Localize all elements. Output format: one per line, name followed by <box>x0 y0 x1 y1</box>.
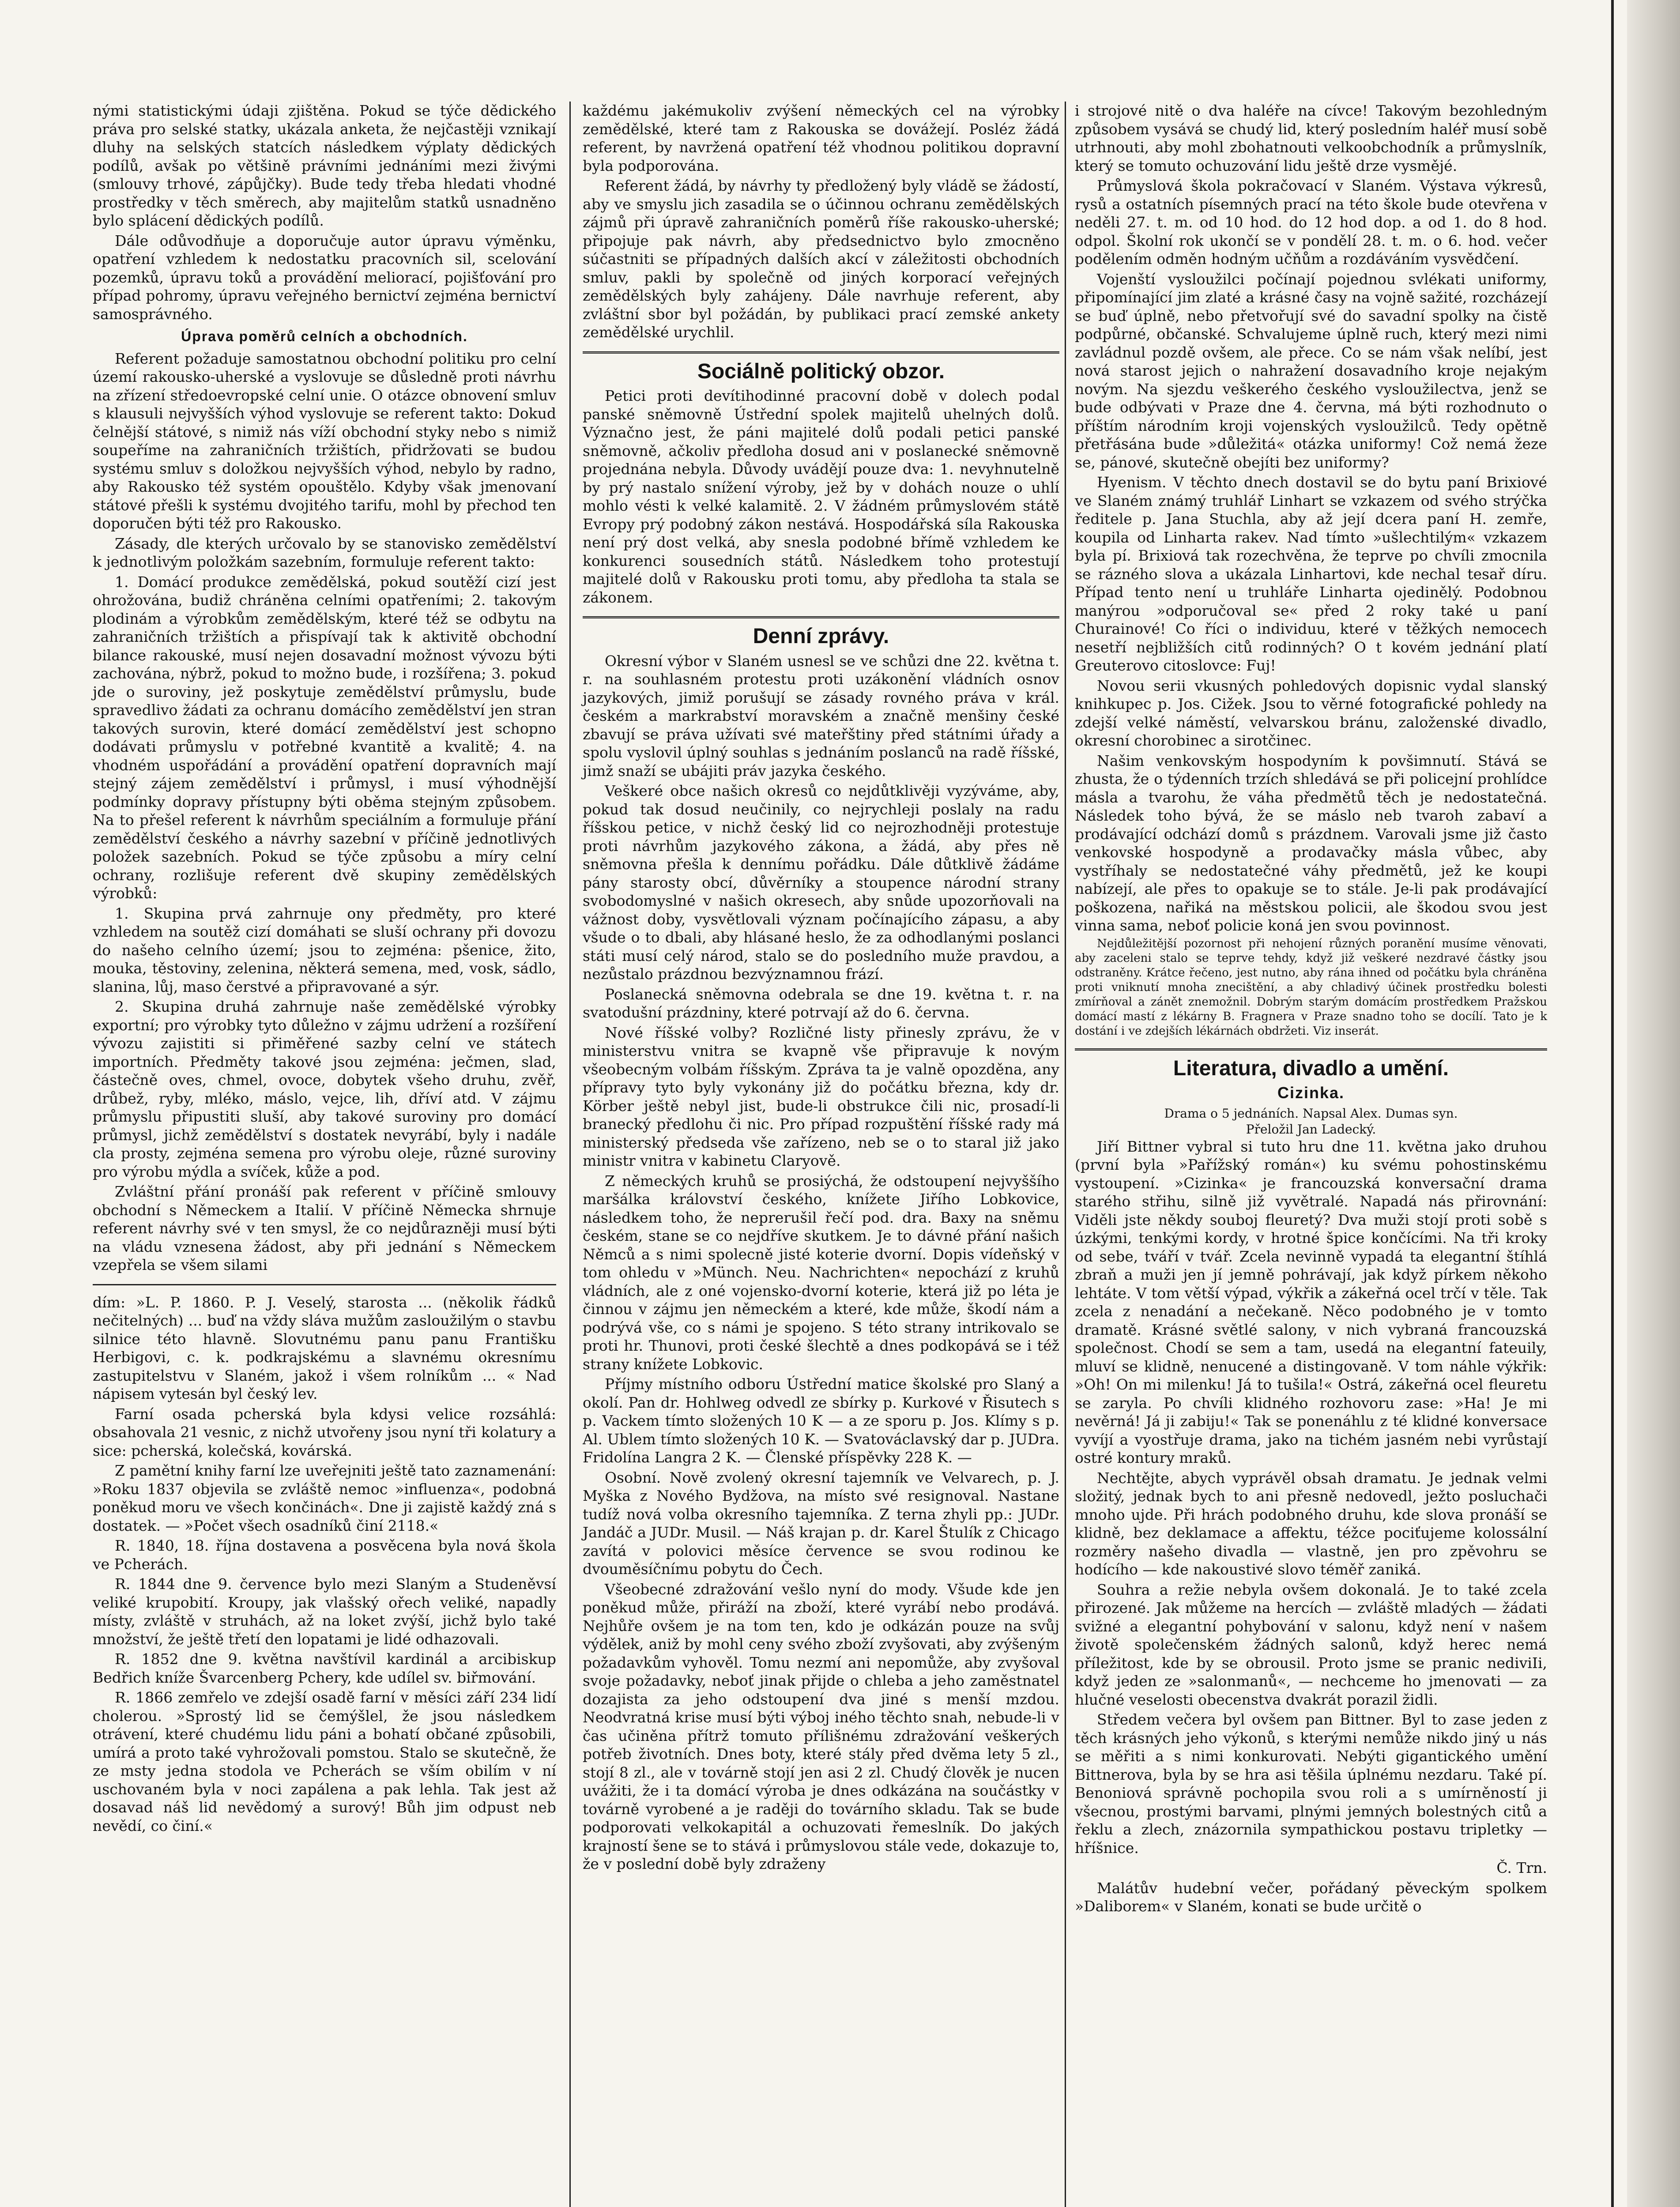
paragraph: Poslanecká sněmovna odebrala se dne 19. května t. r. na svatodušní prázdniny, které potrvají až do 6. června. <box>583 985 1059 1021</box>
paragraph: nými statistickými údaji zjištěna. Pokud se týče dědického práva pro selské statky, ukázala anketa, že nejčastěji vznikají dluhy na selských statcích následkem výplaty dědických podílů, avšak po většině právními jednáními mezi živými (smlouvy trhové, zápůjčky). Bude tedy třeba hledati vhodné prostředky v těch směrech, aby majitelům statků usnadněno bylo splácení dědických podílů. <box>93 102 556 229</box>
paragraph: Veškeré obce našich okresů co nejdůtklivěji vyzýváme, aby, pokud tak dosud neučinily, co nejrychleji poslaly na radu říšskou petice, v nichž český lid co nejrozhodněji protestuje proti návrhům jazykového zákona, a žádá, aby přes ně sněmovna přešla k dennímu pořádku. Dále důtklivě žádáme pány starosty obcí, důvěrníky a stoupence národní strany svobodomyslné v našich okresech, aby snůde upozorňovali na vážnost doby, vysvětlovali význam počínajícího zápasu, a aby všude o to dbali, aby hlásané heslo, že za odhodlanými poslanci státi musí celý národ, stalo se do posledního muže pravdou, a nezůstalo prázdnou bezvýznamnou frází. <box>583 782 1059 983</box>
paragraph: R. 1840, 18. října dostavena a posvěcena byla nová škola ve Pcherách. <box>93 1537 556 1573</box>
section-divider <box>583 351 1059 355</box>
page-edge-line <box>1611 0 1614 2207</box>
column-3 <box>1075 102 1547 1917</box>
paragraph: Nechtějte, abych vyprávěl obsah dramatu. Je jednak velmi složitý, jednak bych to ani přesně nedovedl, ježto posluchači mnoho ujde. Při hrách podobného druhu, kde slova pronáší se klidně, bez deklamace a affektu, téžce pociťujeme kolossální rozměry našeho divadla — vlastně, jen pro zpěvohru se hodícího — kde nakoustivé slovo téměř zaniká. <box>1075 1469 1547 1578</box>
section-heading: Úprava poměrů celních a obchodních. <box>181 328 468 344</box>
paragraph: i strojové nitě o dva haléře na cívce! Takovým bezohledným způsobem vysává se chudý lid, který posledním haléř musí sobě utrhnouti, aby mohl zbohatnouti velkoobchodník a průmyslník, který se tomuto ochuzování lidu ještě drze vysmějé. <box>1075 102 1547 174</box>
paragraph: 1. Skupina prvá zahrnuje ony předměty, pro které vzhledem na soutěž cizí domáhati se sluší ochrany při dovozu do našeho celního území; jsou to zejména: pšenice, žito, mouka, těstoviny, zelenina, některá semena, med, vosk, sádlo, slanina, lůj, maso čerstvé a připravované a sýr. <box>93 904 556 995</box>
paragraph: R. 1844 dne 9. července bylo mezi Slaným a Studeněvsí veliké krupobití. Kroupy, jak vlašský ořech veliké, napadly místy, zvláště v struhách, až na loket zvýší, jichž bylo také množství, že ještě třetí den lopatami je lidé odhazovali. <box>93 1575 556 1648</box>
section-heading: Denní zprávy. <box>753 625 889 648</box>
column-rule <box>569 102 571 2207</box>
paragraph: Zvláštní přání pronáší pak referent v příčině smlouvy obchodní s Německem a Italií. V příčině Německa shrnuje referent návrhy své v ten smysl, že co nejdůrazněji musí býti na vládu vznesena žádost, aby při jednání s Německem vzepřela se všem silami <box>93 1183 556 1273</box>
paragraph: Hyenism. V těchto dnech dostavil se do bytu paní Brixiové ve Slaném známý truhlář Linhart se vzkazem od svého strýčka ředitele p. Jana Stuchla, aby až její dcera paní H. zemře, koupila od Linharta rakev. Nad tímto »ušlechtilým« vzkazem byla pí. Brixiová tak rozechvěna, že teprve po chvíli zmocnila se rázného slova a ukázala Linhartovi, kde nechal tesař díru. Případ tento není u truhláře Linharta ojedinělý. Podobnou manýrou »odporučoval se« před 2 roky také u paní Churainové! Co říci o individuu, které v těžkých nemocech nesetří nejbližších citů rodinných? O t kovém jednání platí Greuterovo citoslovce: Fuj! <box>1075 474 1547 674</box>
paragraph: Vojenští vysloužilci počínají pojednou svlékati uniformy, připomínající jim zlaté a krásné časy na vojně sažité, rozcházejí se buď úplně, nebo přetvořují své do savadní spolky na čistě podpůrné, občanské. Schvalujeme úplně ruch, který mezi nimi zavládnul pozdě ovšem, ale přece. Co se nám však nelíbí, jest nová starost jejich o nahražení dosavadního kroje nejakým novým. Na sjezdu veškerého českého vysloužilectva, jenž se bude odbývati v Praze dne 4. června, má býti rozhodnuto o příštím národním kroji vojenských vysloužilců. Tedy opětně přetřásána bude »důležitá« otázka uniformy! Což nemá žeze se, pánové, skutečně obejíti bez uniformy? <box>1075 270 1547 471</box>
column-1 <box>93 102 556 1837</box>
paragraph: Malátův hudební večer, pořádaný pěveckým spolkem »Daliborem« v Slaném, konati se bude určitě o <box>1075 1879 1547 1915</box>
paragraph: Našim venkovským hospodyním k povšimnutí. Stává se zhusta, že o týdenních trzích shledává se při policejní prohlídce másla a tvarohu, že váha předmětů těch je nedostatečná. Následek toho bývá, že se máslo neb tvaroh zabaví a prodávající odchází domů s prázdnem. Varovali jsme již často venkovské hospodyně a prodavačky másla vůbec, aby vystříhaly se nedostatečné váhy předmětů, jež ke koupi nabízejí, ale přes to opakuje se to stále. Je-li pak prodávající poškozena, nařiká na městskou policii, ale škodou svou jest vinna sama, neboť policie koná jen svou povinnost. <box>1075 752 1547 934</box>
section-divider <box>93 1284 556 1285</box>
paragraph: Středem večera byl ovšem pan Bittner. Byl to zase jeden z těch krásných jeho výkonů, s kterými nemůže nikdo jiný u nás se měřiti a s nimi konkurovati. Nebýti gigantického umění Bittnerova, byla by se hra asi těšila úplnému nezdaru. Také pí. Benoniová správně pochopila svou roli a s umírněností ji všecnou, prostými barvami, plnými jemných bolestných citů a řeklu a zlech, znázornila sympathickou postavu tripletky — hříšnice. <box>1075 1711 1547 1857</box>
paragraph: Zásady, dle kterých určovalo by se stanovisko zemědělství k jednotlivým položkám sazebním, formuluje referent takto: <box>93 535 556 570</box>
paragraph: Okresní výbor v Slaném usnesl se ve schůzi dne 22. května t. r. na souhlasném protestu proti uzákonění vládních osnov jazykových, jimiž porušují se zásady rovného práva v král. českém a markrabství moravském a značně menšiny české zbavují se práva užívati své mateřštiny před státními úřady a spolu vyslovil úplný souhlas s jednáním poslanců na radě říšské, jimž snaží se ubájiti práv jazyka českého. <box>583 652 1059 780</box>
paragraph: 2. Skupina druhá zahrnuje naše zemědělské výrobky exportní; pro výrobky tyto důležno v zájmu udržení a rozšíření vývozu zajistiti si přiměřené sazby celní ve státech importních. Předměty takové jsou zejména: ječmen, slad, částečně oves, chmel, ovoce, dobytek všeho druhu, zvěř, drůbež, ryby, mléko, máslo, vejce, lih, dříví atd. V zájmu průmyslu připustiti sluší, aby takové suroviny pro domácí průmysl, jichž zemědělství s dostatek nevyrábí, byly i nadále cla prosty, zejména semena pro výrobu oleje, různé suroviny pro výrobu mýdla a svíček, kůže a pod. <box>93 998 556 1180</box>
paragraph: každému jakémukoliv zvýšení německých cel na výrobky zemědělské, které tam z Rakouska se dovážejí. Posléz žádá referent, by navržená opatření též vhodnou politikou dopravní byla podporována. <box>583 102 1059 174</box>
subtitle: Přeložil Jan Ladecký. <box>1246 1122 1376 1137</box>
section-heading: Sociálně politický obzor. <box>697 359 945 383</box>
paragraph: Petici proti devítihodinné pracovní době v dolech podal panské sněmovně Ústřední spolek majitelů uhelných dolů. Význačno jest, že páni majitelé dolů podali petici panské sněmovně, ačkoliv předloha dosud ani v poslanecké sněmovně projednána nebyla. Důvody uvádějí pouze dva: 1. nevyhnutelně by prý nastalo snížení výroby, jež by v dohách nouze o uhlí mohlo vésti k velké kalamitě. 2. V žádném průmyslovém státě Evropy prý podobný zákon nestává. Hospodářská síla Rakouska není prý dost velká, aby snesla podobné břímě vzhledem ke konkurenci sousedních států. Následkem toho protestují majitelé dolů v Rakousku proti tomu, aby předloha ta stala se zákonem. <box>583 387 1059 606</box>
paragraph: Osobní. Nově zvolený okresní tajemník ve Velvarech, p. J. Myška z Nového Bydžova, na místo své resignoval. Nastane tudíž nová volba okresního tajemníka. Z terna zhyli pp.: JUDr. Jandáč a JUDr. Musil. — Náš krajan p. dr. Karel Štulík z Chicago zavítá v polovici měsíce července se svou rodinou ke dvouměsíčnímu pobytu do Čech. <box>583 1469 1059 1578</box>
paragraph: Referent požaduje samostatnou obchodní politiku pro celní území rakousko-uherské a vyslovuje se důsledně proti návrhu na zřízení středoevropské celní unie. O otázce obnovení smluv s klausuli nejvyšších výhod vyslovuje se referent takto: Dokud čelnější státové, s nimiž nás víží obchodní styky nebo s nimiž soupeříme na zahraničních tržištích, přidržovati se budou systému smluv s doložkou nejvyšších výhod, nebylo by radno, aby Rakousko též systém opouštělo. Kdyby však jmenovaní státové přešli k systému dvojitého tarifu, mohl by přechod ten doporučen býti též pro Rakousko. <box>93 350 556 532</box>
author-signature: Č. Trn. <box>1496 1859 1547 1876</box>
paragraph: 1. Domácí produkce zemědělská, pokud soutěží cizí jest ohrožována, budiž chráněna celními opatřeními; 2. takovým plodinám a výrobkům zemědělským, které též se odbytu na zahraničních tržištích a přispívají tak k aktivitě obchodní bilance rakouské, musí nejen dosavadní možnost vývozu býti zachována, nýbrž, pokud to možno bude, i rozšířena; 3. pokud jde o suroviny, jež poskytuje zemědělství průmyslu, bude spravedlivo žádati za ochranu domácího zemědělství jen stran takových surovin, které domácí zemědělství jest schopno dodávati průmyslu v potřebné kvantitě a kvalitě; 4. na vhodném uspořádání a provádění opatření dopravních mají stejný zájem zemědělství i průmysl, i musí výhodnější podmínky dopravy přístupny býti oběma stejným způsobem. Na to přešel referent k návrhům speciálním a formuluje přání zemědělství českého a návrhy sazební v příčině jednotlivých položek sazebních. Pokud se týče způsobu a míry celní ochrany, rozlišuje referent dvě skupiny zemědělských výrobků: <box>93 573 556 902</box>
article-title: Cizinka. <box>1277 1084 1345 1102</box>
paragraph: Všeobecné zdražování vešlo nyní do mody. Všude kde jen poněkud může, přiráží na zboží, které vyrábí nebo prodává. Nejhůře ovšem je na tom ten, kdo je odkázán pouze na svůj výdělek, aniž by mohl ceny svého zboží zvyšovati, aby zvýšeným požadavkům vyhověl. Tomu nezmí ani nepomůže, aby zvyšoval svoje požadavky, neboť jinak přijde o chleba a jeho zaměstnatel dozajista za jeho odstoupení dva jiné s menší mzdou. Neodvratná krise musí býti výboj iného těchto snah, nebude-li v čas učiněna přítrž tomuto přílišnému zdražování veškerých potřeb životních. Dnes boty, které stály před dvěma lety 5 zl., stojí 8 zl., ale v továrně stojí jen asi 2 zl. Chudý člověk je nucen uvážiti, že i ta domácí výroba je dnes odkázána na součástky v továrně vyrobené a je raději do továrního skladu. Tak se bude podporovati velkokapitál a ochuzovati řemeslník. Do jakých krajností šene se to stává i průmyslovou stále vede, dokazuje to, že v poslední době byly zdraženy <box>583 1580 1059 1872</box>
paragraph: Z německých kruhů se prosiýchá, že odstoupení nejvyššího maršálka království českého, knížete Jiřího Lobkovice, následkem toho, že neprerušil řečí pod. dra. Baxy na sněmu českém, stane se co nejdříve skutkem. Je to dávné přání našich Němců a s nimi spolecně jisté koterie dvorní. Dopis vídeňský v tom ohledu v »Münch. Neu. Nachrichten« nepochází z kruhů vládních, ale z oné vojensko-dvorní koterie, která již po léta je činnou v zájmu jen německém a které, kde může, škodí nám a podrývá vše, co s námi je spojeno. S této strany intrikovalo se proti hr. Thunovi, proti české šlechtě a dnes podkopává se i též strany knížete Lobkovic. <box>583 1172 1059 1373</box>
paragraph: Farní osada pcherská byla kdysi velice rozsáhlá: obsahovala 21 vesnic, z nichž utvořeny jsou nyní tři kolatury a sice: pcherská, kolečská, kovárská. <box>93 1405 556 1459</box>
paragraph: R. 1852 dne 9. května navštívil kardinál a arcibiskup Bedřich kníže Švarcenberg Pchery, kde udílel sv. biřmování. <box>93 1650 556 1686</box>
section-divider <box>583 616 1059 620</box>
section-divider <box>1075 1048 1547 1052</box>
paragraph: R. 1866 zemřelo ve zdejší osadě farní v měsíci září 234 lidí cholerou. »Sprostý lid se čemýšlel, že jsou následkem otrávení, které chudému lidu páni a bohatí občané způsobili, umírá a proto také vyhrožovali pomstou. Stalo se skutečně, že ze msty jedna stodola ve Pcherách se vším obilím v ní uschovaném byla v noci zapálena a pak lehla. Tak jest až dosavad náš lid nevědomý a surový! Bůh jim odpust neb nevědí, co činí.« <box>93 1689 556 1834</box>
paragraph: Novou serii vkusných pohledových dopisnic vydal slanský knihkupec p. Jos. Cižek. Jsou to věrné fotografické pohledy na zdejší velké náměstí, velvarskou bránu, založenské divadlo, okresní chorobinec a sirotčinec. <box>1075 677 1547 749</box>
paragraph: Nejdůležitější pozornost při nehojení různých poranění musíme věnovati, aby zaceleni stalo se teprve tehdy, když již veškeré nezdravé částky jsou odstraněny. Krátce řečeno, jest nutno, aby rána ihned od počátku byla chráněna proti vniknutí mnoha znecištění, a aby chladivý účinek prostředku bolesti zmírňoval a zánět znemožnil. Dobrým starým domácím prostředkem Pražskou domácí mastí z lékárny B. Fragnera v Praze snadno toho se docílí. Tato je k dostání i ve zdejších lékárnách obdržeti. Viz inserát. <box>1075 937 1547 1038</box>
section-heading: Literatura, divadlo a umění. <box>1173 1056 1449 1080</box>
paragraph: Jiří Bittner vybral si tuto hru dne 11. května jako druhou (první byla »Pařížský román«) ku svému pohostinskému vystoupení. »Cizinka« je francouzská konversační drama starého střihu, silně již vyvětralé. Napadá nás přirovnání: Viděli jste někdy souboj fleuretý? Dva muži stojí proti sobě s úzkými, tenkými kordy, v hrotné špice končícími. Na tři kroky od sebe, tváří v tvář. Zcela nevinně vypadá ta elegantní štíhlá zbraň a muži jen jí jemně pohrávají, jak když pírkem někoho lehtáte. V tom větší výpad, výkřik a zákeřná ocel trčí v těle. Tak zcela z nenadání a nečekaně. Něco podobného je v tomto dramatě. Krásné světlé salony, v nich vybraná francouzská společnost. Chodí se sem a tam, usedá na elegantní fateuily, mluví se klidně, nenucené a distingovaně. V tom náhle výkřik: »Oh! On mi milenku! Já to tušila!« Ostrá, zákeřná ocel fleuretu se zaryla. Po chvíli klidného rozhovoru zase: »Ha! Je mi nevěrná! Já ji zabiju!« Tak se ponenáhlu z té klidné konversace vyvíjí a vyostřuje drama, jako na tichém jasném nebi vyrůstají ostré kontury mraků. <box>1075 1137 1547 1466</box>
page-edge-shadow <box>1627 0 1680 2207</box>
paragraph: Průmyslová škola pokračovací v Slaném. Výstava výkresů, rysů a ostatních písemných prací na této škole bude otevřena v neděli 27. t. m. od 10 hod. do 12 hod dop. a od 1. do 8 hod. odpol. Školní rok ukončí se v pondělí 28. t. m. o 6. hod. večer podělením odměn hodným učňům a rozdáváním vysvědčení. <box>1075 177 1547 267</box>
column-2 <box>583 102 1059 1875</box>
paragraph: Nové říšské volby? Rozličné listy přinesly zprávu, že v ministerstvu vnitra se kvapně vše připravuje k novým všeobecným volbám říšským. Zpráva ta je valně opozděna, any přípravy tyto byly vykonány již do počátku března, kdy dr. Körber ještě nebyl jist, bude-li obstrukce čili nic, prosadí-li branecký předlohu či nic. Pro případ rozpuštění říšské rady má ministerský předseda vše zařízeno, neb se o to staral již jako ministr vnitra v kabinetu Claryově. <box>583 1024 1059 1169</box>
subtitle: Drama o 5 jednáních. Napsal Alex. Dumas syn. <box>1164 1106 1458 1121</box>
paragraph: dím: »L. P. 1860. P. J. Veselý, starosta ... (několik řádků nečitelných) ... buď na vždy sláva mužům zasloužilým o stavbu silnice této hlavně. Slovutnému panu panu Františku Herbigovi, c. k. podkrajskému a slavnému okresnímu zastupitelstvu v Slaném, jakož i všem rolníkům ... « Nad nápisem vytesán byl český lev. <box>93 1293 556 1402</box>
paragraph: Dále odůvodňuje a doporučuje autor úpravu výměnku, opatření vzhledem k nedostatku pracovních sil, scelování pozemků, úpravu toků a provádění meliorací, pojišťování pro případ pohromy, úpravu veřejného bernictví zejména bernictví samosprávného. <box>93 232 556 323</box>
paragraph: Z pamětní knihy farní lze uveřejniti ještě tato zaznamenání: »Roku 1837 objevila se zvláště nemoc »influenza«, podobná poněkud moru ve všech končinách«. Dne ji zajistě každý zná s dostatek. — »Počet všech osadníků činí 2118.« <box>93 1462 556 1534</box>
paragraph: Referent žádá, by návrhy ty předložený byly vládě se žádostí, aby ve smyslu jich zasadila se o účinnou ochranu zemědělských zájmů při úpravě zahraničních poměrů říše rakousko-uherské; připojuje pak návrh, aby předsednictvo bylo zmocněno súčastniti se případných dalších akcí v záležitosti obchodních smluv, pakli by společně od jiných korporací veřejných zemědělských byly zahájeny. Dále navrhuje referent, aby zvláštní sbor byl požádán, by publikaci prací zemské ankety zemědělské urychlil. <box>583 177 1059 341</box>
paragraph: Příjmy místního odboru Ústřední matice školské pro Slaný a okolí. Pan dr. Hohlweg odvedl ze sbírky p. Kurkové v Řisutech s p. Vackem tímto složených 10 K — a ze sporu p. Jos. Klímy s p. Al. Ublem tímto složených 10 K. — Svatováclavský dar p. JUDra. Fridolína Langra 2 K. — Členské příspěvky 228 K. — <box>583 1375 1059 1466</box>
column-rule <box>1065 102 1066 2207</box>
paragraph: Souhra a režie nebyla ovšem dokonalá. Je to také zcela přirozené. Jak můžeme na hercích — zvláště mladých — žádati svižné a elegantní pohybování v salonu, když není v našem životě společenském žádných salonů, když herec nemá příležitost, kde by se obrousil. Proto jsme se pranic nediviIi, když jeden ze »salonmanů«, — nechceme ho jmenovati — za hlučné veselosti obecenstva dvakrát porazil židli. <box>1075 1581 1547 1708</box>
